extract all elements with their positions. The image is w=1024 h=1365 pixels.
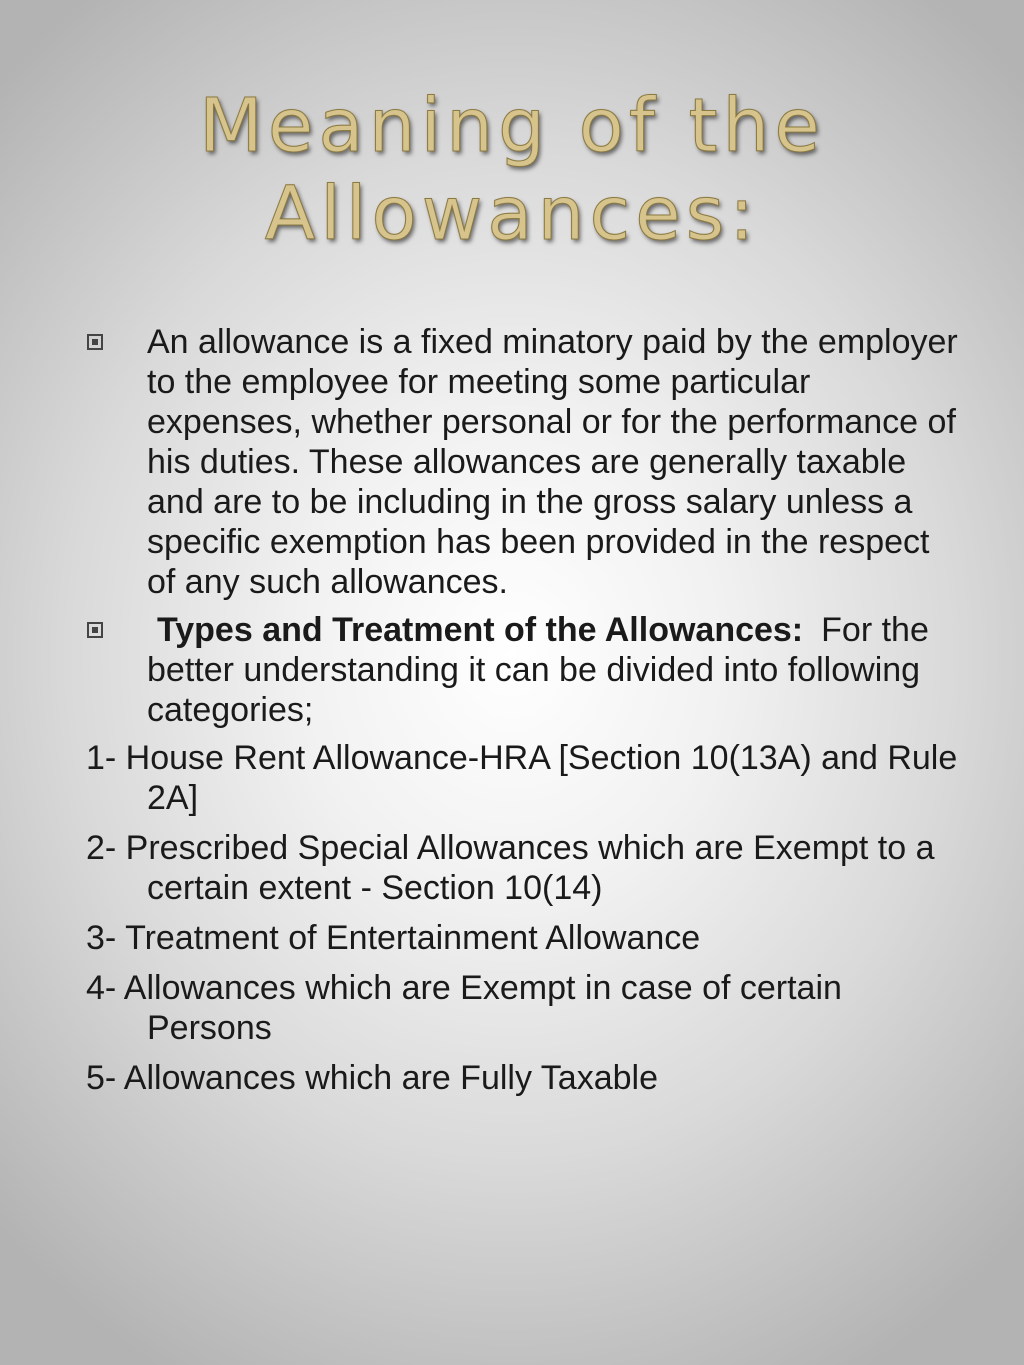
category-item: 2- Prescribed Special Allowances which are Exempt to a certain extent - Section 10(14) — [86, 829, 935, 907]
bullet-item — [86, 322, 966, 602]
bullet-lead: Types and Treatment of the Allowances: — [157, 611, 804, 649]
bullet-text: For the better understanding it can be divided into following categories; — [147, 611, 929, 729]
category-item: 4- Allowances which are Exempt in case of certain Persons — [86, 969, 842, 1047]
slide-title — [0, 82, 1024, 258]
category-item: 3- Treatment of Entertainment Allowance — [86, 919, 701, 957]
square-bullet-icon — [87, 622, 103, 638]
title-line-2: Allowances: — [264, 171, 760, 257]
category-item: 1- House Rent Allowance-HRA [Section 10(13A) and Rule 2A] — [86, 739, 958, 817]
title-line-1: Meaning of the — [199, 83, 825, 169]
category-item: 5- Allowances which are Fully Taxable — [86, 1059, 658, 1097]
bullet-item — [86, 610, 966, 730]
bullet-text: An allowance is a fixed minatory paid by the employer to the employee for meeting some particular expenses, whether personal or for the performance of his duties. These allowances are generally taxable and are to be including in the gross salary unless a specific exemption has been provided in the respect of any such allowances. — [147, 323, 958, 601]
square-bullet-icon — [87, 334, 103, 350]
slide-body — [86, 322, 966, 1108]
